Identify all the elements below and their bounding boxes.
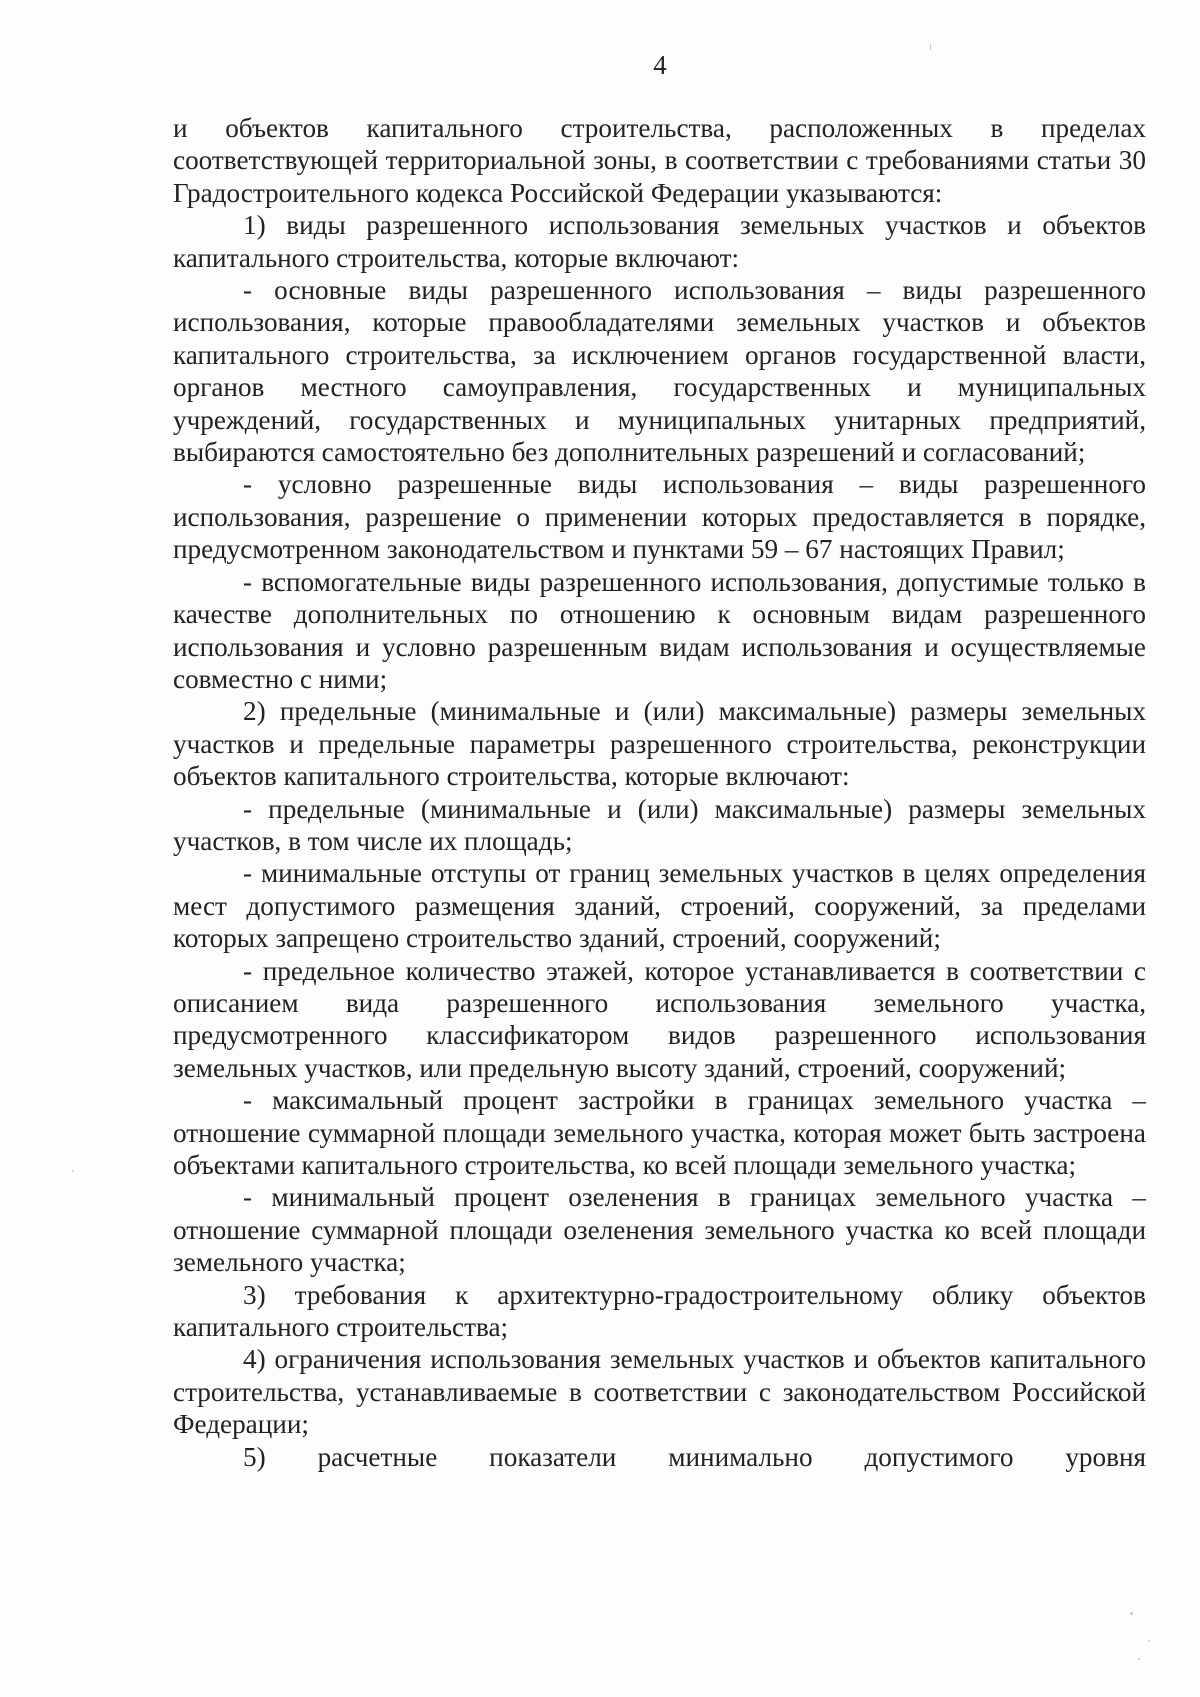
page-number: 4 (653, 50, 667, 80)
scan-speck (1130, 1612, 1133, 1615)
list-item-2: 2) предельные (минимальные и (или) максимальные) размеры земельных участков и предельные параметры разрешенного строительства, реконструкции объектов капитального строительства, которые включают: (173, 696, 1146, 792)
sub-item-floor-count: - предельное количество этажей, которое устанавливается в соответствии с описанием вида разрешенного использования земельного участка, предусмотренного классификатором видов разрешенного использования земельных участков, или предельную высоту зданий, строений, сооружений; (173, 955, 1146, 1083)
sub-item-building-coverage: - максимальный процент застройки в границах земельного участка – отношение суммарной площади земельного участка, которая может быть застроена объектами капитального строительства, ко всей площади земельного участка; (173, 1085, 1146, 1180)
list-item-1: 1) виды разрешенного использования земельных участков и объектов капитального строительства, которые включают: (173, 210, 1146, 273)
scan-speck (930, 44, 931, 50)
scan-speck (1148, 1640, 1150, 1642)
sub-item-conditional-uses: - условно разрешенные виды использования – виды разрешенного использования, разрешение о применении которых предоставляется в порядке, предусмотренном законодательством и пунктами 59 – 67 настоящих Правил; (173, 469, 1146, 565)
sub-item-auxiliary-uses: - вспомогательные виды разрешенного использования, допустимые только в качестве дополнительных по отношению к основным видам разрешенного использования и условно разрешенным видам использования и осуществляемые совместно с ними; (173, 566, 1146, 694)
paragraph-continuation: и объектов капитального строительства, расположенных в пределах соответствующей территориальной зоны, в соответствии с требованиями статьи 30 Градостроительного кодекса Российской Федерации указываются: (173, 113, 1146, 208)
list-item-4: 4) ограничения использования земельных участков и объектов капитального строительства, устанавливаемые в соответствии с законодательством Российской Федерации; (173, 1344, 1146, 1440)
sub-item-greening: - минимальный процент озеленения в границах земельного участка – отношение суммарной площади озеленения земельного участка ко всей площади земельного участка; (173, 1182, 1146, 1278)
sub-item-main-uses: - основные виды разрешенного использования – виды разрешенного использования, которые правообладателями земельных участков и объектов капитального строительства, за исключением органов государственной власти, органов местного самоуправления, государственных и муниципальных учреждений, государственных и муниципальных унитарных предприятий, выбираются самостоятельно без дополнительных разрешений и согласований; (173, 275, 1146, 468)
scan-speck (72, 1170, 74, 1172)
list-item-5: 5) расчетные показатели минимально допустимого уровня (243, 1441, 1146, 1472)
scan-speck (1138, 1658, 1140, 1660)
sub-item-plot-sizes: - предельные (минимальные и (или) максимальные) размеры земельных участков, в том числе их площадь; (173, 793, 1146, 856)
list-item-3: 3) требования к архитектурно-градостроительному облику объектов капитального строительства; (173, 1279, 1146, 1343)
document-body (173, 112, 1146, 1473)
sub-item-setbacks: - минимальные отступы от границ земельных участков в целях определения мест допустимого размещения зданий, строений, сооружений, за пределами которых запрещено строительство зданий, строений, сооружений; (173, 858, 1146, 954)
